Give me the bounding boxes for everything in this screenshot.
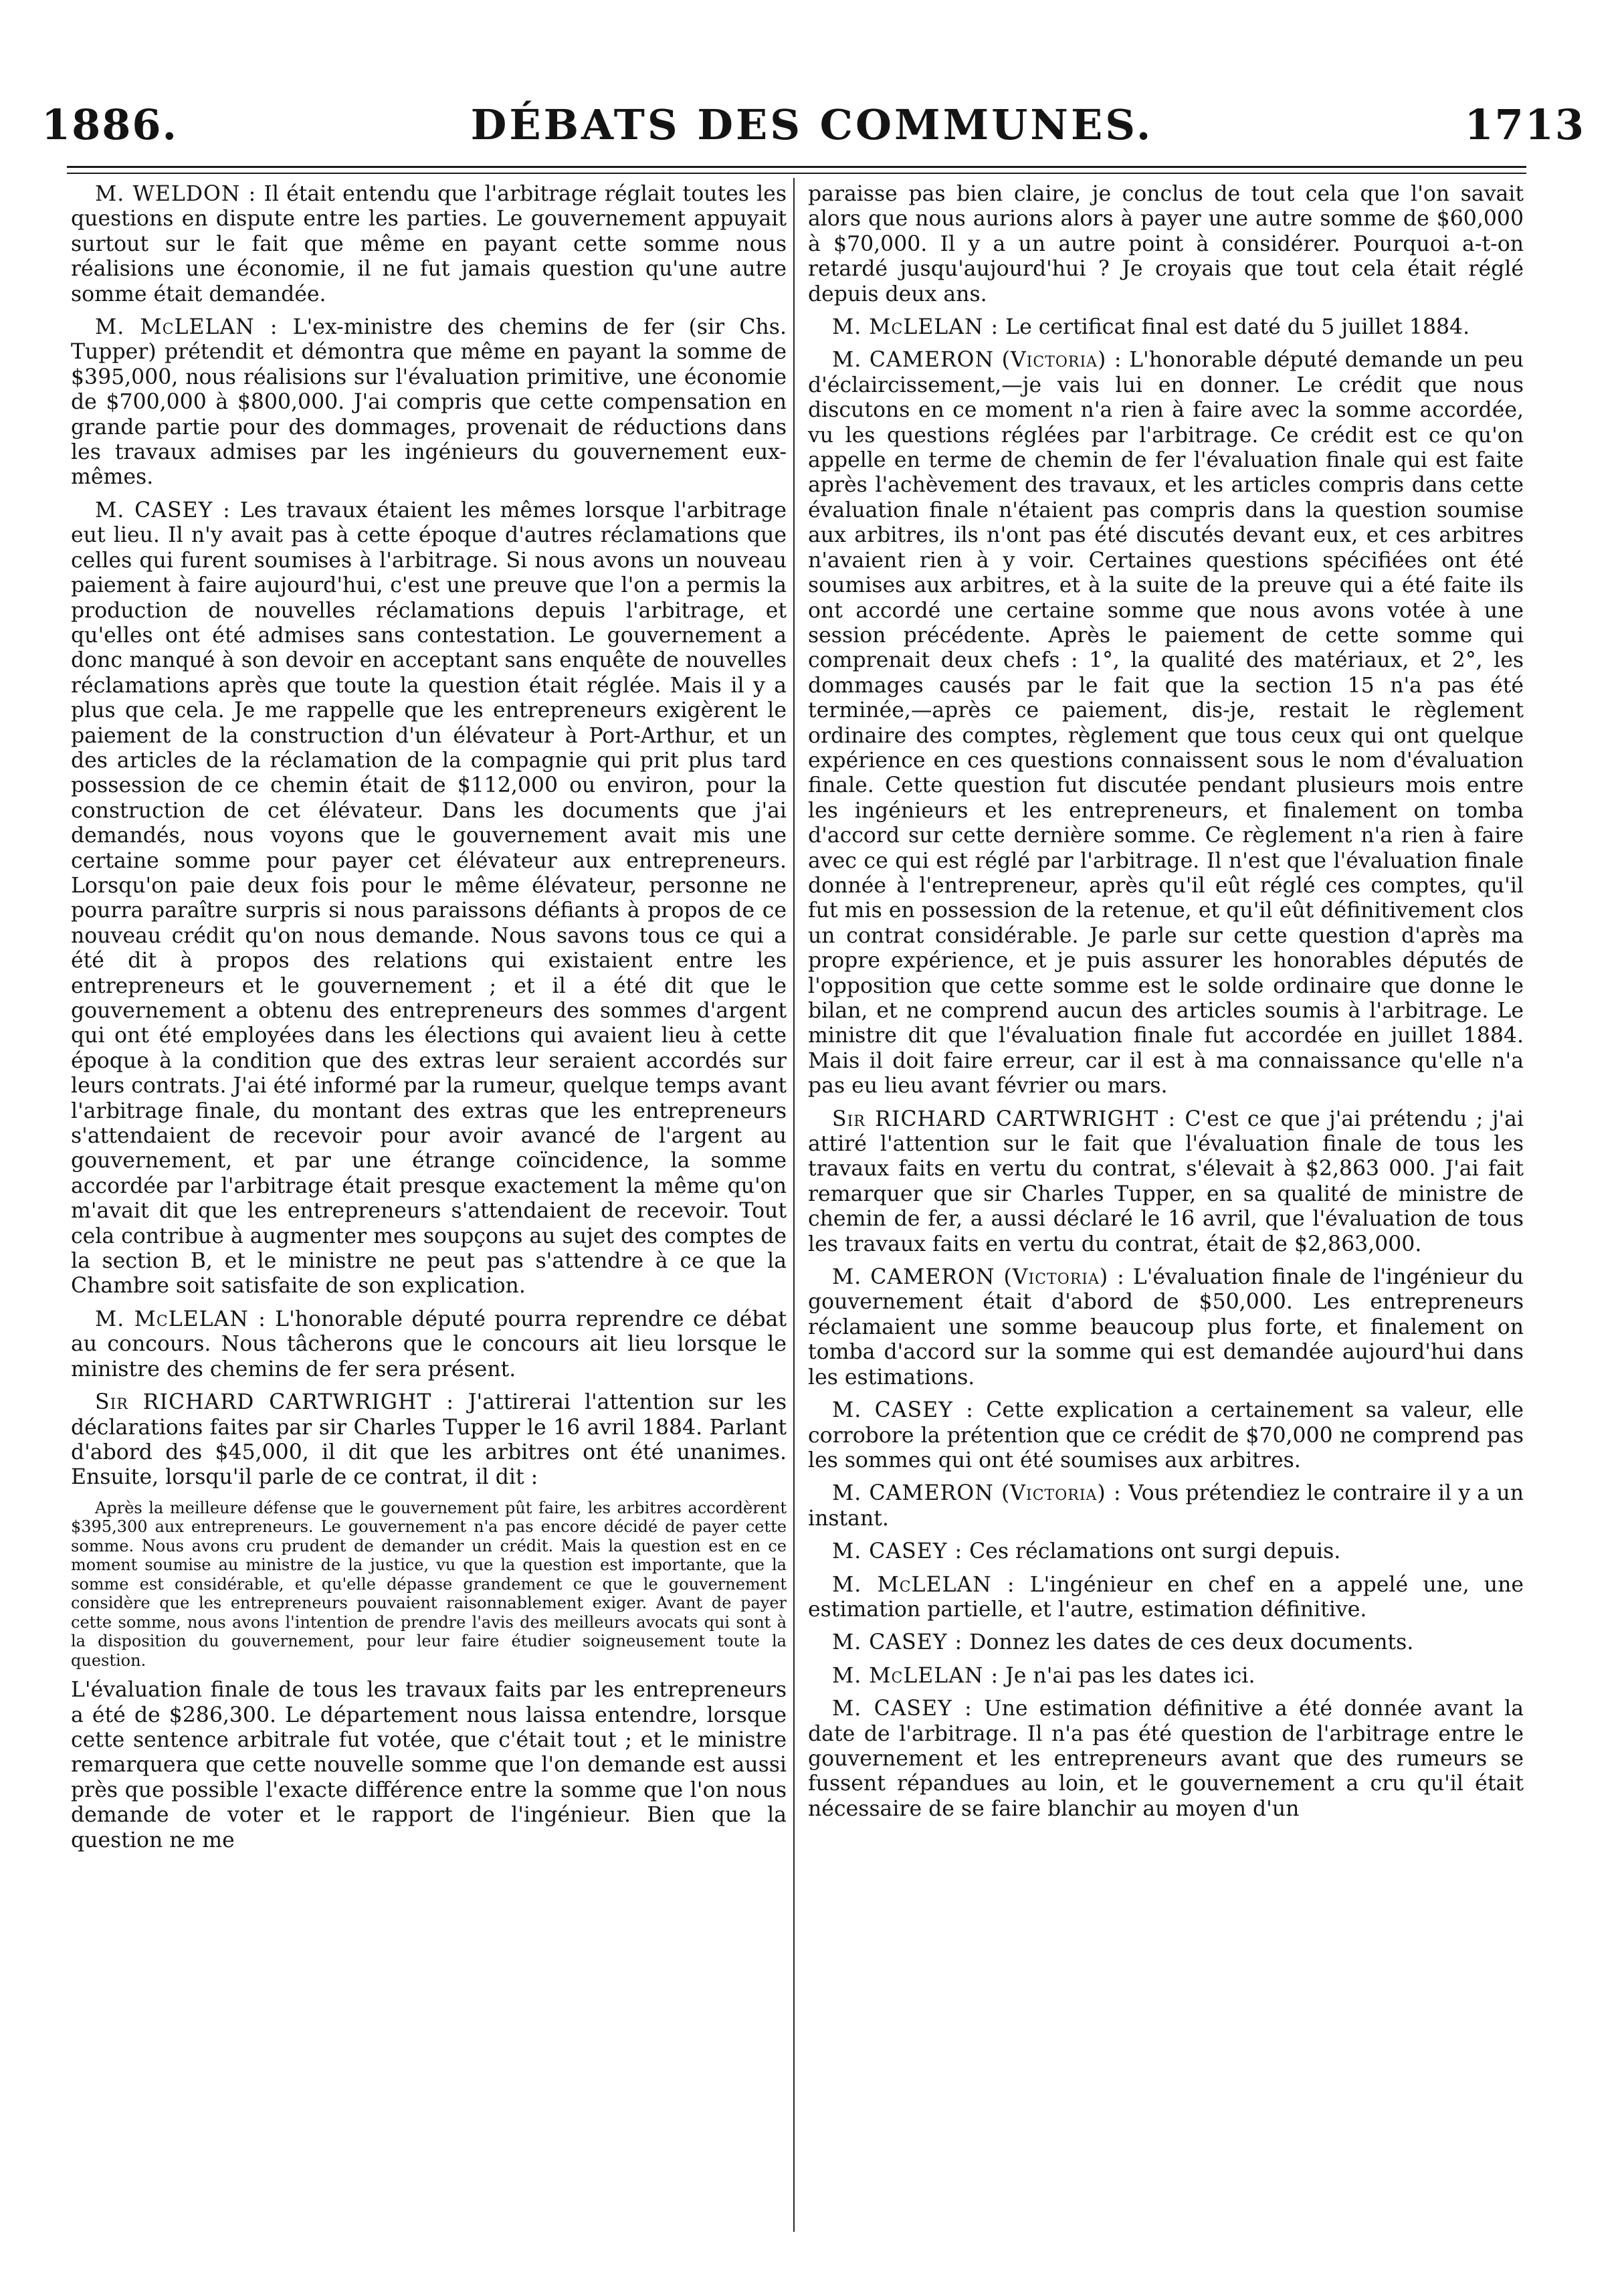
paragraph-text: Vous prétendiez le contraire il y a un instant. bbox=[808, 1481, 1524, 1531]
paragraph-text: Ces réclamations ont surgi depuis. bbox=[962, 1539, 1341, 1564]
paragraph-text: L'ex-ministre des chemins de fer (sir Chs. Tupper) prétendit et démontra que même en payant la somme de $395,000, nous réalisions sur l'évaluation primitive, une économie de $700,000 à $800,000. J'ai compris que cette compensation en grande partie pour des dommages, provenait de réductions dans les travaux admises par les ingénieurs du gouvernement eux-mêmes. bbox=[71, 315, 787, 490]
paragraph bbox=[71, 498, 787, 1299]
paragraph bbox=[71, 1678, 787, 1853]
speaker-name: M. McLELAN : bbox=[832, 1572, 1015, 1597]
speaker-name: M. McLELAN : bbox=[832, 315, 999, 340]
paragraph-text: L'ingénieur en chef en a appelé une, une estimation partielle, et l'autre, estimation définitive. bbox=[808, 1572, 1524, 1622]
paragraph-text: Une estimation définitive a été donnée avant la date de l'arbitrage. Il n'a pas été question de l'arbitrage entre le gouvernement et les entrepreneurs avant que des rumeurs se fussent répandues au loin, et le gouvernement a cru qu'il était nécessaire de se faire blanchir au moyen d'un bbox=[808, 1697, 1524, 1821]
paragraph-text: Les travaux étaient les mêmes lorsque l'arbitrage eut lieu. Il n'y avait pas à cette époque d'autres réclamations que celles qui furent soumises à l'arbitrage. Si nous avons un nouveau paiement à faire aujourd'hui, c'est une preuve que l'on a permis la production de nouvelles réclamations depuis l'arbitrage, et qu'elles ont été admises sans contestation. Le gouvernement a donc manqué à son devoir en acceptant sans enquête de nouvelles réclamations après que toute la question était réglée. Mais il y a plus que cela. Je me rappelle que les entrepreneurs exigèrent le paiement de la construction d'un élévateur à Port-Arthur, et un des articles de la réclamation de la compagnie qui prit plus tard possession de ce chemin était de $112,000 ou environ, pour la construction de cet élévateur. Dans les documents que j'ai demandés, nous voyons que le gouvernement avait mis une certaine somme pour payer cet élévateur aux entrepreneurs. Lorsqu'on paie deux fois pour le même élévateur, personne ne pourra paraître surpris si nous paraissons défiants à propos de ce nouveau crédit qu'on nous demande. Nous savons tous ce qui a été dit à propos des relations qui existaient entre les entrepreneurs et le gouvernement ; et il a été dit que le gouvernement a obtenu des entrepreneurs des sommes d'argent qui ont été employées dans les élections qui avaient lieu à cette époque à la condition que des extras leur seraient accordés sur leurs contrats. J'ai été informé par la rumeur, quelque temps avant l'arbitrage finale, du montant des extras que les entrepreneurs s'attendaient de recevoir pour avoir avancé de l'argent au gouvernement, et par une étrange coïncidence, la somme accordée par l'arbitrage était presque exactement la même qu'on m'avait dit que les entrepreneurs s'attendaient de recevoir. Tout cela contribue à augmenter mes soupçons au sujet des comptes de la section B, et le ministre ne peut pas s'attendre à ce que la Chambre soit satisfaite de son explication. bbox=[71, 498, 787, 1299]
speaker-name: M. WELDON : bbox=[95, 182, 257, 206]
quoted-passage: Après la meilleure défense que le gouvernement pût faire, les arbitres accordèrent $395,300 aux entrepreneurs. Le gouvernement n'a pas encore décidé de payer cette somme. Nous avons cru prudent de demander un crédit. Mais la question est en ce moment soumise au ministre de la justice, vu que la question est importante, que la somme est considérable, et qu'elle dépasse grandement ce que le gouvernement considère que les entrepreneurs pouvaient raisonnablement exiger. Avant de payer cette somme, nous avons l'intention de prendre l'avis des meilleurs avocats qui sont à la disposition du gouvernement, pour leur faire étudier soigneusement toute la question. bbox=[71, 1498, 787, 1670]
header-page-number: 1713 bbox=[1464, 100, 1585, 149]
header-year: 1886. bbox=[41, 100, 179, 149]
paragraph bbox=[808, 315, 1524, 340]
speaker-name: M. CASEY : bbox=[832, 1630, 963, 1655]
speaker-name: M. CAMERON (Victoria) : bbox=[832, 348, 1122, 373]
paragraph-text: Le certificat final est daté du 5 juillet 1884. bbox=[999, 315, 1470, 340]
paragraph bbox=[808, 1265, 1524, 1390]
paragraph bbox=[808, 182, 1524, 307]
paragraph bbox=[808, 1539, 1524, 1564]
paragraph bbox=[808, 1398, 1524, 1473]
paragraph-text: Donnez les dates de ces deux documents. bbox=[962, 1630, 1414, 1655]
paragraph-text: paraisse pas bien claire, je conclus de tout cela que l'on savait alors que nous aurions alors à payer une autre somme de $60,000 à $70,000. Il y a un autre point à considérer. Pourquoi a-t-on retardé jusqu'aujourd'hui ? Je croyais que tout cela était réglé depuis deux ans. bbox=[808, 182, 1524, 306]
speaker-name: M. McLELAN : bbox=[832, 1663, 999, 1688]
paragraph bbox=[808, 1664, 1524, 1689]
header-rule-thin bbox=[67, 173, 1526, 174]
speaker-name: M. CASEY : bbox=[832, 1697, 973, 1721]
paragraph-text: C'est ce que j'ai prétendu ; j'ai attiré l'attention sur le fait que l'évaluation finale de tous les travaux faits en vertu du contrat, s'élevait à $2,863 000. J'ai fait remarquer que sir Charles Tupper, en sa qualité de ministre de chemin de fer, a aussi déclaré le 16 avril, que l'évaluation de tous les travaux faits en vertu du contrat, était de $2,863,000. bbox=[808, 1107, 1524, 1256]
paragraph bbox=[808, 1697, 1524, 1822]
speaker-name: M. McLELAN : bbox=[95, 315, 278, 340]
paragraph bbox=[808, 1573, 1524, 1623]
paragraph bbox=[71, 1307, 787, 1382]
speaker-name: Sir RICHARD CARTWRIGHT : bbox=[832, 1107, 1177, 1131]
header-rule bbox=[67, 166, 1526, 168]
speaker-name: M. CASEY : bbox=[832, 1398, 974, 1423]
paragraph bbox=[808, 1630, 1524, 1655]
paragraph-text: L'honorable député demande un peu d'éclaircissement,—je vais lui en donner. Le crédit que nous discutons en ce moment n'a rien à faire avec la somme accordée, vu les questions réglées par l'arbitrage. Ce crédit est ce qu'on appelle en terme de chemin de fer l'évaluation finale qui est faite après l'achèvement des travaux, et les articles compris dans cette évaluation finale n'étaient pas compris dans la question soumise aux arbitres, ils n'ont pas été discutés devant eux, et ces arbitres n'avaient rien à y voir. Certaines questions spécifiées ont été soumises aux arbitres, et à la suite de la preuve qui a été faite ils ont accordé une certaine somme que nous avons votée à une session précédente. Après le paiement de cette somme qui comprenait deux chefs : 1°, la qualité des matériaux, et 2°, les dommages causés par le fait que la section 15 n'a pas été terminée,—après ce paiement, dis-je, restait le règlement ordinaire des comptes, règlement que tous ceux qui ont quelque expérience en ces questions connaissent sous le nom d'évaluation finale. Cette question fut discutée pendant plusieurs mois entre les ingénieurs et les entrepreneurs, et finalement on tomba d'accord sur cette dernière somme. Ce règlement n'a rien à faire avec ce qui est réglé par l'arbitrage. Il n'est que l'évaluation finale donnée à l'entrepreneur, après qu'il eût réglé ces comptes, qu'il fut mis en possession de la retenue, et qu'il eût définitivement clos un contrat considérable. Je parle sur cette question d'après ma propre expérience, et je puis assurer les honorables députés de l'opposition que cette somme est le solde ordinaire que donne le bilan, et ne comprend aucun des articles soumis à l'arbitrage. Le ministre dit que l'évaluation finale fut accordée en juillet 1884. Mais il doit faire erreur, car il est à ma connaissance qu'elle n'a pas eu lieu avant février ou mars. bbox=[808, 348, 1524, 1098]
paragraph-text: Il était entendu que l'arbitrage réglait toutes les questions en dispute entre les parties. Le gouvernement appuyait surtout sur le fait que même en payant cette somme nous réalisions une économie, il ne fut jamais question qu'une autre somme était demandée. bbox=[71, 182, 787, 306]
paragraph-text: L'évaluation finale de tous les travaux faits par les entrepreneurs a été de $286,300. Le département nous laissa entendre, lorsque cette sentence arbitrale fut votée, que c'était tout ; et le ministre remarquera que cette nouvelle somme que l'on demande est aussi près que possible l'exacte différence entre la somme que l'on nous demande de voter et le rapport de l'ingénieur. Bien que la question ne me bbox=[71, 1678, 787, 1852]
paragraph bbox=[808, 348, 1524, 1098]
paragraph-text: L'honorable député pourra reprendre ce débat au concours. Nous tâcherons que le concours ait lieu lorsque le ministre des chemins de fer sera présent. bbox=[71, 1307, 787, 1381]
speaker-name: M. CAMERON (Victoria) : bbox=[832, 1481, 1122, 1506]
header-title: DÉBATS DES COMMUNES. bbox=[470, 100, 1154, 149]
column-divider bbox=[793, 178, 795, 2232]
paragraph-text: Je n'ai pas les dates ici. bbox=[999, 1663, 1255, 1688]
speaker-name: M. CASEY : bbox=[95, 498, 231, 522]
left-column bbox=[71, 182, 787, 1861]
paragraph bbox=[808, 1107, 1524, 1257]
paragraph-text: Cette explication a certainement sa valeur, elle corrobore la prétention que ce crédit de $70,000 ne comprend pas les sommes qui ont été soumises aux arbitres. bbox=[808, 1398, 1524, 1472]
speaker-name: M. CASEY : bbox=[832, 1539, 963, 1564]
paragraph bbox=[808, 1481, 1524, 1531]
speaker-name: Sir RICHARD CARTWRIGHT : bbox=[95, 1390, 454, 1415]
paragraph bbox=[71, 315, 787, 490]
speaker-name: M. CAMERON (Victoria) : bbox=[832, 1265, 1125, 1290]
paragraph bbox=[71, 1390, 787, 1491]
paragraph-text: J'attirerai l'attention sur les déclarations faites par sir Charles Tupper le 16 avril 1884. Parlant d'abord des $45,000, il dit que les arbitres ont été unanimes. Ensuite, lorsqu'il parle de ce contrat, il dit : bbox=[71, 1390, 787, 1490]
speaker-name: M. McLELAN : bbox=[95, 1307, 266, 1331]
paragraph bbox=[71, 182, 787, 307]
right-column bbox=[808, 182, 1524, 1830]
paragraph-text: L'évaluation finale de l'ingénieur du gouvernement était d'abord de $50,000. Les entrepreneurs réclamaient une somme beaucoup plus forte, et finalement on tomba d'accord sur la somme qui est demandée aujourd'hui dans les estimations. bbox=[808, 1265, 1524, 1390]
